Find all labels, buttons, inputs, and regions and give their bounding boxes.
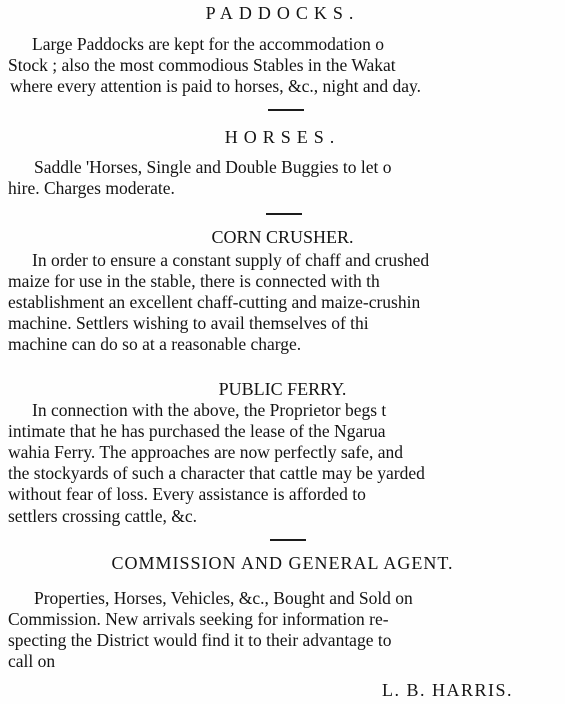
signature: L. B. HARRIS. — [382, 680, 514, 700]
public-ferry-line-6: settlers crossing cattle, &c. — [8, 506, 198, 526]
paddocks-line-1: Large Paddocks are kept for the accommodation o — [32, 34, 384, 54]
paddocks-line-2: Stock ; also the most commodious Stables in the Wakat — [8, 55, 396, 75]
public-ferry-line-1: In connection with the above, the Proprietor begs t — [32, 400, 387, 420]
corn-crusher-line-1: In order to ensure a constant supply of chaff and crushed — [32, 250, 430, 270]
corn-crusher-line-5: machine can do so at a reasonable charge. — [8, 334, 302, 354]
corn-crusher-line-3: establishment an excellent chaff-cutting and maize-crushin — [8, 292, 421, 312]
horses-line-1: Saddle 'Horses, Single and Double Buggies to let o — [34, 157, 392, 177]
corn-crusher-line-2: maize for use in the stable, there is connected with th — [8, 271, 380, 291]
commission-line-4: call on — [8, 651, 56, 671]
heading-corn-crusher: CORN CRUSHER. — [211, 227, 354, 247]
public-ferry-line-3: wahia Ferry. The approaches are now perfectly safe, and — [8, 442, 404, 462]
divider-rule — [270, 539, 306, 541]
divider-rule — [266, 213, 302, 215]
heading-public-ferry: PUBLIC FERRY. — [218, 379, 347, 399]
divider-rule — [268, 109, 304, 111]
heading-paddocks: PADDOCKS. — [205, 3, 360, 23]
paddocks-line-3: where every attention is paid to horses, &c., night and day. — [10, 76, 421, 96]
public-ferry-line-4: the stockyards of such a character that cattle may be yarded — [8, 463, 425, 483]
corn-crusher-line-4: machine. Settlers wishing to avail themselves of thi — [8, 313, 369, 333]
commission-line-2: Commission. New arrivals seeking for information re- — [8, 609, 389, 629]
commission-line-3: specting the District would find it to their advantage to — [8, 630, 392, 650]
public-ferry-line-2: intimate that he has purchased the lease of the Ngarua — [8, 421, 386, 441]
horses-line-2: hire. Charges moderate. — [8, 178, 175, 198]
heading-commission-agent: COMMISSION AND GENERAL AGENT. — [111, 553, 454, 573]
public-ferry-line-5: without fear of loss. Every assistance is afforded to — [8, 484, 366, 504]
heading-horses: HORSES. — [224, 127, 341, 147]
commission-line-1: Properties, Horses, Vehicles, &c., Bought and Sold on — [34, 588, 413, 608]
